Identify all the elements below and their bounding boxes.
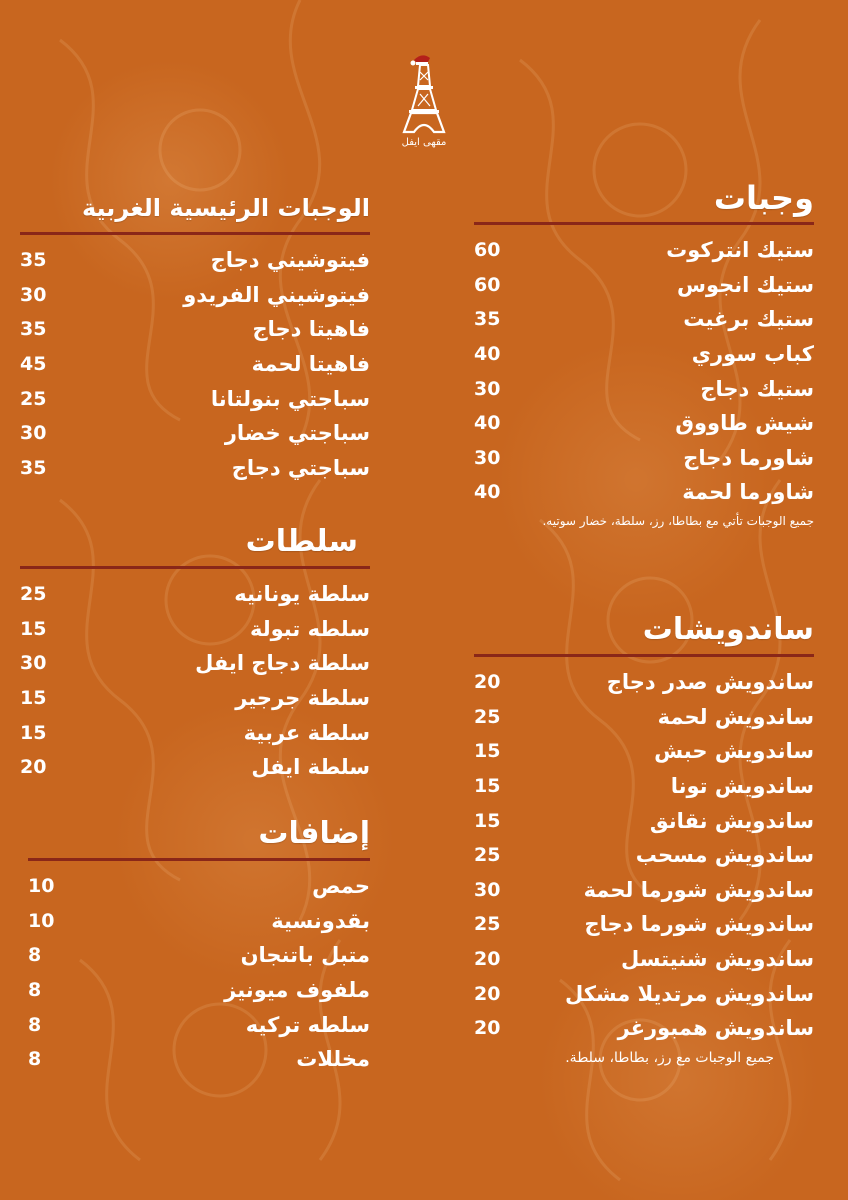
- item-name: فيتوشيني دجاج: [210, 248, 370, 273]
- meals-note: جميع الوجبات تأتي مع بطاطا، رز، سلطة، خضار سوتيه.: [542, 513, 814, 528]
- item-price: 30: [20, 652, 47, 675]
- menu-item: [28, 973, 370, 1008]
- menu-item: [20, 612, 370, 647]
- sandwiches-note: جميع الوجبات مع رز، بطاطا، سلطة.: [565, 1049, 774, 1066]
- item-price: 25: [474, 705, 501, 728]
- item-price: 60: [474, 239, 501, 262]
- item-price: 30: [474, 377, 501, 400]
- item-price: 45: [20, 353, 47, 376]
- item-price: 25: [20, 387, 47, 410]
- item-name: فيتوشيني الفريدو: [183, 282, 370, 307]
- item-name: ساندويش شورما دجاج: [584, 912, 814, 937]
- menu-item: [474, 1011, 814, 1046]
- menu-item: [20, 750, 370, 785]
- item-name: سباجتي بنولتانا: [210, 386, 370, 411]
- menu-item: [20, 278, 370, 313]
- item-price: 15: [474, 775, 501, 798]
- sandwiches-divider: [474, 654, 814, 657]
- item-price: 8: [28, 1013, 42, 1036]
- meals-section: [474, 178, 814, 528]
- item-name: سلطه تبولة: [250, 616, 370, 641]
- item-name: سلطة عربية: [243, 720, 370, 745]
- eiffel-cafe-logo: [392, 52, 456, 152]
- item-price: 10: [28, 909, 55, 932]
- item-name: ستيك انجوس: [676, 272, 814, 297]
- item-name: شيش طاووق: [675, 411, 814, 436]
- item-name: سلطة ايفل: [251, 755, 370, 780]
- item-name: سباجتي خضار: [224, 421, 370, 446]
- eiffel-tower-icon: [400, 52, 448, 136]
- item-name: ساندويش صدر دجاج: [606, 670, 814, 695]
- item-name: سلطة يونانيه: [234, 582, 370, 607]
- item-price: 35: [474, 308, 501, 331]
- item-name: ساندويش نقانق: [649, 808, 814, 833]
- item-name: فاهيتا دجاج: [252, 317, 370, 342]
- item-price: 40: [474, 343, 501, 366]
- menu-item: [474, 734, 814, 769]
- item-price: 40: [474, 481, 501, 504]
- menu-item: [20, 243, 370, 278]
- item-price: 20: [474, 671, 501, 694]
- western-meals-title: الوجبات الرئيسية الغربية: [81, 194, 370, 222]
- salads-title: سلطات: [245, 524, 358, 559]
- item-price: 25: [474, 913, 501, 936]
- item-price: 30: [20, 283, 47, 306]
- item-price: 8: [28, 944, 42, 967]
- menu-item: [474, 838, 814, 873]
- menu-item: [474, 233, 814, 268]
- item-name: سلطة جرجير: [235, 686, 370, 711]
- item-price: 35: [20, 249, 47, 272]
- item-name: سباجتي دجاج: [231, 455, 370, 480]
- menu-item: [474, 976, 814, 1011]
- menu-item: [474, 406, 814, 441]
- menu-item: [28, 869, 370, 904]
- menu-item: [20, 347, 370, 382]
- salads-section: [20, 522, 370, 785]
- item-price: 20: [474, 948, 501, 971]
- menu-item: [474, 665, 814, 700]
- item-name: ساندويش لحمة: [657, 704, 814, 729]
- item-price: 8: [28, 979, 42, 1002]
- menu-item: [474, 873, 814, 908]
- salads-divider: [20, 566, 370, 569]
- item-name: حمص: [312, 874, 370, 899]
- meals-title: وجبات: [713, 179, 814, 217]
- item-price: 15: [474, 740, 501, 763]
- menu-item: [28, 938, 370, 973]
- item-name: ساندويش مسحب: [635, 843, 814, 868]
- menu-item: [474, 268, 814, 303]
- item-price: 60: [474, 273, 501, 296]
- item-price: 20: [20, 756, 47, 779]
- menu-item: [474, 803, 814, 838]
- item-name: ملفوف ميونيز: [224, 978, 370, 1003]
- menu-item: [20, 416, 370, 451]
- menu-item: [28, 1007, 370, 1042]
- item-price: 15: [20, 617, 47, 640]
- item-name: ساندويش شنيتسل: [621, 947, 814, 972]
- item-price: 20: [474, 982, 501, 1005]
- menu-item: [474, 942, 814, 977]
- addons-divider: [28, 858, 370, 861]
- item-name: ستيك انتركوت: [666, 238, 814, 263]
- logo-caption: مقهى ايفل: [401, 137, 447, 148]
- item-price: 30: [20, 422, 47, 445]
- item-price: 10: [28, 875, 55, 898]
- menu-item: [474, 907, 814, 942]
- item-name: ستيك برغيت: [683, 307, 814, 332]
- item-price: 15: [20, 687, 47, 710]
- menu-item: [474, 700, 814, 735]
- addons-section: [28, 814, 370, 1077]
- item-name: كباب سوري: [691, 342, 814, 367]
- item-price: 15: [474, 809, 501, 832]
- menu-item: [20, 451, 370, 486]
- western-meals-section: [20, 188, 370, 485]
- menu-item: [474, 475, 814, 510]
- item-price: 15: [20, 721, 47, 744]
- menu-item: [20, 381, 370, 416]
- item-name: متبل باتنجان: [240, 943, 370, 968]
- sandwiches-title: ساندويشات: [642, 612, 814, 647]
- menu-item: [474, 302, 814, 337]
- item-name: ساندويش همبورغر: [617, 1016, 814, 1041]
- item-price: 30: [474, 446, 501, 469]
- menu-item: [474, 371, 814, 406]
- item-price: 8: [28, 1048, 42, 1071]
- item-name: بقدونسية: [271, 908, 370, 933]
- menu-item: [20, 715, 370, 750]
- item-price: 40: [474, 412, 501, 435]
- menu-item: [20, 312, 370, 347]
- menu-item: [474, 337, 814, 372]
- sandwiches-section: [474, 610, 814, 1066]
- menu-item: [474, 441, 814, 476]
- item-name: ساندويش تونا: [670, 774, 814, 799]
- item-price: 20: [474, 1017, 501, 1040]
- western-divider: [20, 232, 370, 235]
- item-price: 30: [474, 878, 501, 901]
- item-name: شاورما لحمة: [682, 480, 814, 505]
- item-name: مخللات: [296, 1047, 370, 1072]
- menu-item: [474, 769, 814, 804]
- addons-title: إضافات: [258, 816, 370, 851]
- item-name: شاورما دجاج: [683, 445, 814, 470]
- item-name: فاهيتا لحمة: [251, 352, 370, 377]
- item-name: ساندويش شورما لحمة: [583, 877, 814, 902]
- menu-item: [20, 681, 370, 716]
- meals-divider: [474, 222, 814, 225]
- item-name: سلطة دجاج ايفل: [195, 651, 370, 676]
- item-price: 35: [20, 318, 47, 341]
- item-name: ستيك دجاج: [700, 376, 814, 401]
- menu-item: [28, 1042, 370, 1077]
- menu-item: [20, 646, 370, 681]
- item-price: 25: [20, 583, 47, 606]
- item-name: ساندويش حبش: [654, 739, 814, 764]
- item-price: 25: [474, 844, 501, 867]
- item-name: ساندويش مرتديلا مشكل: [564, 981, 814, 1006]
- menu-item: [20, 577, 370, 612]
- item-name: سلطه تركيه: [245, 1012, 370, 1037]
- item-price: 35: [20, 456, 47, 479]
- menu-item: [28, 904, 370, 939]
